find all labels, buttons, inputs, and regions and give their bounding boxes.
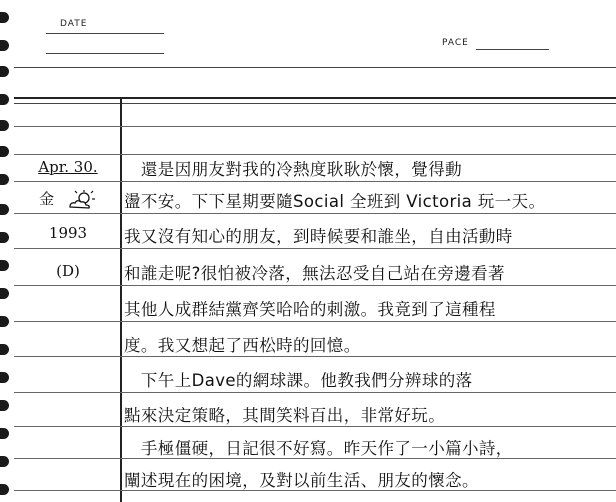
- header-double-rule-bottom: [14, 103, 616, 104]
- entry-line: 其他人成群結黨齊笑哈哈的刺激。我竟到了這種程: [124, 300, 496, 319]
- entry-line: 闡述現在的困境，及對以前生活、朋友的懷念。: [124, 471, 479, 490]
- binder-hole: [0, 120, 9, 131]
- entry-date: Apr. 30.: [38, 158, 98, 176]
- ruled-line: [14, 154, 616, 155]
- date-label: DATE: [60, 19, 88, 29]
- ruled-line: [14, 392, 616, 393]
- entry-line: 盪不安。下下星期要隨Social 全班到 Victoria 玩一天。: [124, 192, 546, 211]
- ruled-line: [14, 321, 616, 322]
- ruled-line: [14, 213, 616, 214]
- entry-line: 和誰走呢?很怕被冷落，無法忍受自己站在旁邊看著: [124, 264, 505, 283]
- binder-hole: [0, 204, 9, 215]
- ruled-line: [14, 248, 616, 249]
- binder-hole: [0, 174, 9, 185]
- binder-hole: [0, 288, 9, 299]
- binder-hole: [0, 66, 9, 77]
- binder-hole: [0, 372, 9, 383]
- binder-hole: [0, 12, 9, 23]
- entry-line: 手極僵硬，日記很不好寫。昨天作了一小篇小詩，: [124, 439, 513, 458]
- pace-label: PACE: [442, 38, 469, 48]
- sun-behind-cloud-icon: [67, 190, 97, 210]
- binder-hole: [0, 260, 9, 271]
- binder-hole: [0, 94, 9, 105]
- binder-hole: [0, 316, 9, 327]
- binder-hole: [0, 232, 9, 243]
- binder-hole: [0, 344, 9, 355]
- entry-weekday-row: [14, 188, 122, 210]
- binder-hole: [0, 40, 9, 51]
- entry-line: 我又沒有知心的朋友，到時候要和誰坐，自由活動時: [124, 227, 513, 246]
- header-double-rule-top: [14, 97, 616, 99]
- ruled-line: [14, 356, 616, 357]
- pace-underline: [476, 49, 549, 50]
- entry-line: 下午上Dave的網球課。他教我們分辨球的落: [124, 371, 473, 390]
- ruled-line: [14, 126, 616, 127]
- binder-hole: [0, 146, 9, 157]
- entry-line: 還是因朋友對我的冷熱度耿耿於懷，覺得動: [124, 160, 462, 179]
- header-rule: [14, 67, 616, 68]
- ruled-line: [14, 181, 616, 182]
- binder-hole: [0, 484, 9, 495]
- date-underline-2: [46, 53, 164, 54]
- binder-hole: [0, 428, 9, 439]
- binder-hole: [0, 400, 9, 411]
- entry-number: (D): [56, 262, 80, 280]
- entry-weekday: 金: [39, 190, 55, 208]
- entry-line: 度。我又想起了西松時的回憶。: [124, 336, 361, 355]
- date-underline: [46, 33, 164, 34]
- entry-line: 點來決定策略，其間笑料百出，非常好玩。: [124, 406, 446, 425]
- ruled-line: [14, 285, 616, 286]
- ruled-line: [14, 426, 616, 427]
- binder-hole: [0, 456, 9, 467]
- entry-year: 1993: [48, 224, 88, 242]
